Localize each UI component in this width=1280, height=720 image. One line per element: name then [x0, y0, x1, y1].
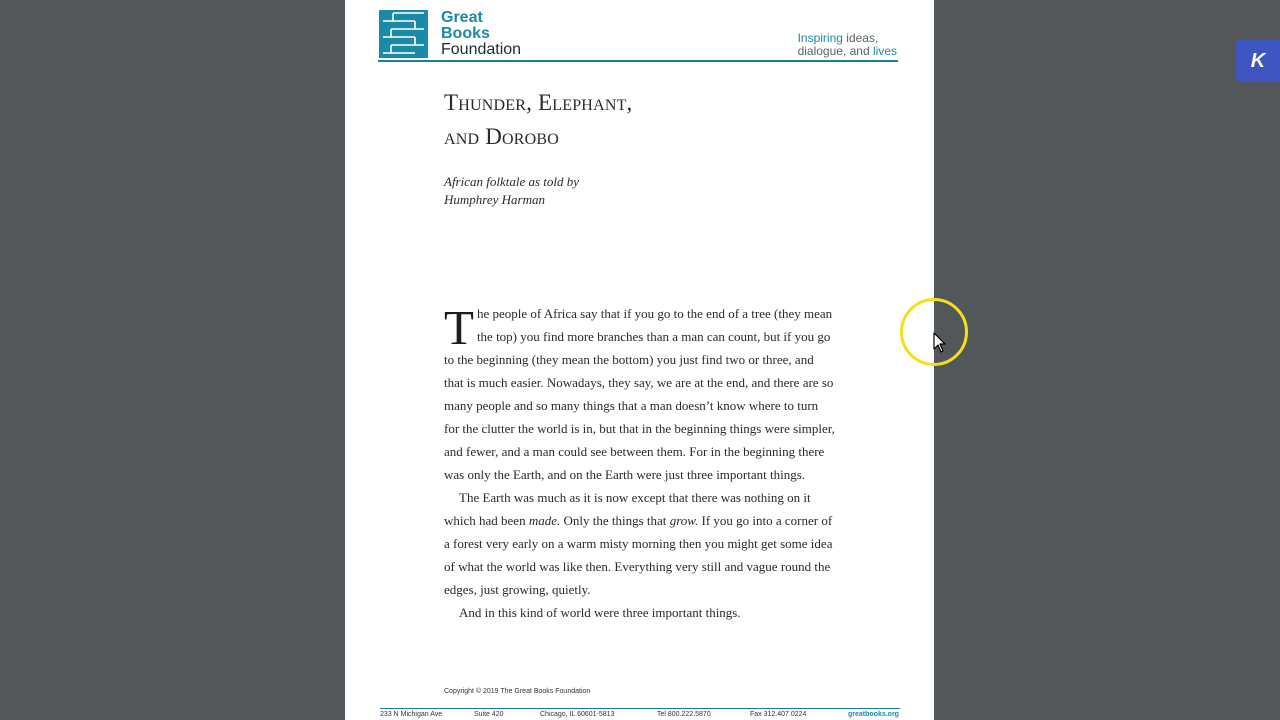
story-title: [444, 86, 633, 154]
tagline-ideas: ideas,: [842, 31, 879, 45]
byline-line1: African folktale as told by: [444, 174, 580, 189]
story-byline: [444, 173, 579, 209]
footer-suite: Suite 420: [474, 711, 504, 718]
tagline-dialogue: dialogue, and: [797, 44, 873, 58]
story-body: [444, 302, 836, 624]
paragraph-1: [444, 302, 836, 486]
extension-k-button[interactable]: K: [1236, 40, 1280, 82]
logo-wordmark: [441, 10, 521, 58]
tagline-lives: lives: [872, 44, 897, 58]
logo-word-foundation: Foundation: [441, 41, 522, 58]
footer-fax: Fax 312.407.0224: [750, 711, 807, 718]
tagline: [798, 32, 897, 58]
header-divider: [378, 60, 898, 62]
logo-word-books: Books: [441, 25, 490, 42]
paragraph-1-text: he people of Africa say that if you go to the end of a tree (they mean the top) you find more branches than a man can count, but if you go to the beginning (they mean the bottom) you just find two or three, and that is much easier. Nowadays, they say, we are at the end, and there are so many people and so many things that a man doesn’t know where to turn for the clutter the world is in, but that in the beginning things were simpler, and fewer, and a man could see between them. For in the beginning there was only the Earth, and on the Earth were just three important things.: [444, 306, 835, 482]
footer-tel: Tel 800.222.5870: [657, 711, 711, 718]
paragraph-2-emph-made: made.: [528, 513, 561, 528]
footer-city: Chicago, IL 60601-5813: [540, 711, 615, 718]
pdf-page: [345, 0, 934, 720]
paragraph-2-emph-grow: grow.: [669, 513, 699, 528]
paragraph-3: And in this kind of world were three important things.: [459, 605, 741, 620]
paragraph-2-text-a: The Earth was much as it is now except that there was nothing on it which had been: [444, 490, 811, 528]
tagline-inspiring: Inspiring: [797, 31, 843, 45]
logo-word-great: Great: [441, 9, 483, 26]
drop-cap: T: [444, 300, 474, 355]
paragraph-2-text-b: Only the things that: [560, 513, 670, 528]
byline-line2: Humphrey Harman: [444, 192, 545, 207]
mouse-pointer-icon: [933, 332, 947, 354]
footer-address: 233 N Michigan Ave: [380, 711, 443, 718]
story-title-line1: Thunder, Elephant,: [444, 90, 633, 115]
great-books-logo[interactable]: [379, 10, 529, 60]
paragraph-2: [444, 486, 836, 601]
paragraph-2-text-c: If you go into a corner of a forest very early on a warm misty morning then you might get some idea of what the world was like then. Everything very still and vague round the edges, just growing, quietly.: [444, 513, 833, 597]
footer-divider: [380, 708, 900, 709]
copyright-notice: Copyright © 2019 The Great Books Foundation: [444, 688, 591, 695]
footer-website-link[interactable]: greatbooks.org: [848, 711, 899, 718]
story-title-line2: and Dorobo: [444, 124, 560, 149]
books-stack-icon: [379, 10, 428, 58]
